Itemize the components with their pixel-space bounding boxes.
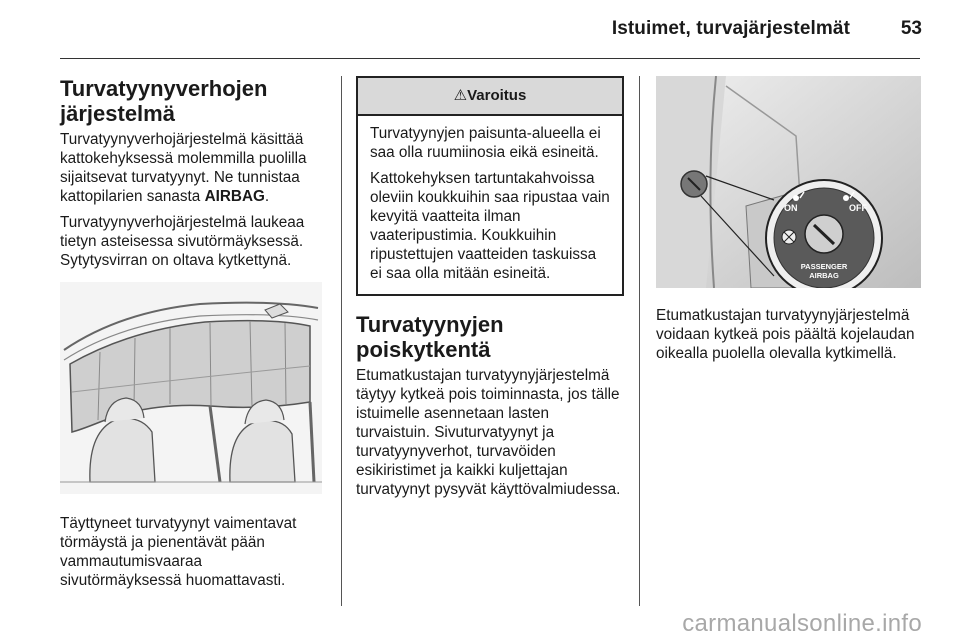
paragraph-curtain-deploy: Turvatyynyverhojärjestelmä laukeaa tietyn asteisessa sivutörmäyksessä. Sytytysvirran on oltava kytkettynä. — [60, 214, 305, 269]
switch-label-on: ON — [784, 203, 798, 213]
para-text: Turvatyynyverhojärjestelmä käsittää kattokehyksessä molemmilla puolilla sijaitsevat turvatyynyt. Ne tunnistaa kattopilarien sanasta — [60, 131, 307, 205]
column-1 — [60, 76, 325, 597]
header-divider — [60, 58, 920, 59]
running-header-title: Istuimet, turvajärjestelmät — [611, 18, 850, 39]
warning-paragraph-2: Kattokehyksen tartuntakahvoissa oleviin koukkuihin saa ripustaa vain kevyitä vaatteita ilman vaateripustimia. Koukkuihin ripustettujen vaatteiden taskuissa ei saa olla mitään esineitä. — [370, 170, 610, 282]
warning-body — [358, 116, 622, 294]
page-number: 53 — [900, 18, 922, 39]
switch-label-off: OFF — [849, 203, 867, 213]
figure-caption: Täyttyneet turvatyynyt vaimentavat törmäystä ja pienentävät pään vammautumisvaaraa sivutörmäyksessä huomattavasti. — [60, 515, 297, 589]
watermark: carmanualsonline.info — [682, 610, 922, 637]
warning-paragraph-1: Turvatyynyjen paisunta-alueella ei saa olla ruumiinosia eikä esineitä. — [370, 125, 601, 161]
section-heading-airbag-deactivation — [356, 312, 624, 362]
column-3 — [656, 76, 921, 370]
paragraph-curtain-intro — [60, 130, 325, 206]
column-divider-1 — [341, 76, 342, 606]
switch-label-airbag: AIRBAG — [809, 271, 839, 280]
warning-box — [356, 76, 624, 296]
curtain-airbag-illustration — [60, 282, 322, 494]
column-divider-2 — [639, 76, 640, 606]
switch-label-passenger: PASSENGER — [800, 262, 848, 271]
paragraph-switch-description: Etumatkustajan turvatyynyjärjestelmä voidaan kytkeä pois päältä kojelaudan oikealla puolella olevalla kytkimellä. — [656, 307, 915, 362]
para-suffix: . — [264, 188, 270, 205]
warning-triangle-icon: ⚠ — [453, 87, 468, 104]
warning-header — [358, 78, 622, 116]
heading-line-2: järjestelmä — [60, 101, 175, 126]
paragraph-deactivation: Etumatkustajan turvatyynyjärjestelmä täytyy kytkeä pois toiminnasta, jos tälle istuimelle asennetaan lasten turvaistuin. Sivuturvatyynyt ja turvatyynyverhot, turvavöiden esikiristimet ja kaikki kuljettajan turvatyynyt pysyvät käyttövalmiudessa. — [356, 367, 621, 498]
airbag-label-bold: AIRBAG — [204, 188, 265, 205]
heading-line-2: poiskytkentä — [356, 337, 491, 362]
column-2 — [356, 76, 624, 506]
heading-line-1: Turvatyynyverhojen — [60, 76, 268, 101]
warning-title: Varoitus — [467, 87, 527, 104]
section-heading-curtain-airbags — [60, 76, 325, 126]
airbag-switch-photo — [656, 76, 921, 288]
heading-line-1: Turvatyynyjen — [356, 312, 504, 337]
